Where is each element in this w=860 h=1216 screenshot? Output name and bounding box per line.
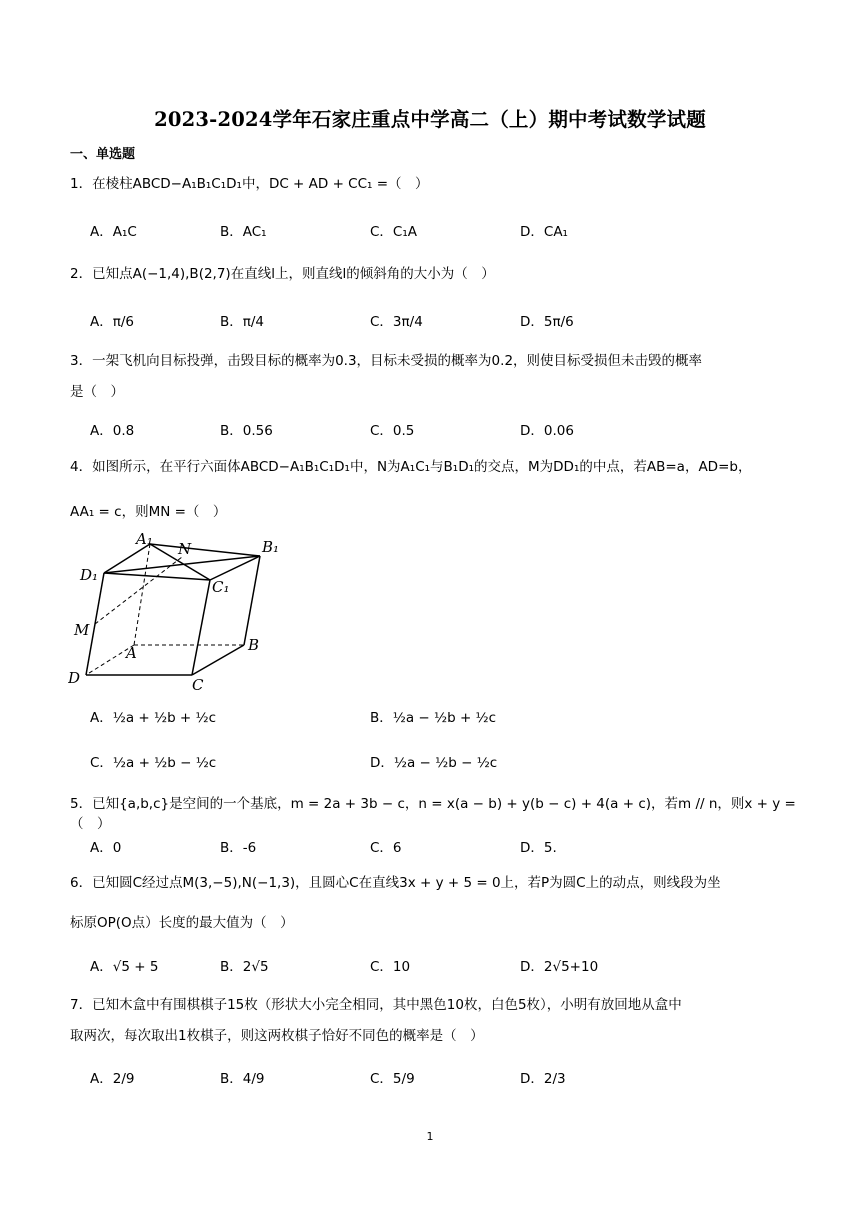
- label-b1: B₁: [262, 538, 280, 556]
- page-title: 2023-2024学年石家庄重点中学高二（上）期中考试数学试题: [154, 108, 706, 131]
- label-n: N: [178, 540, 192, 558]
- question-6-stem-cont: 标原OP(O点）长度的最大值为（ ）: [70, 915, 294, 931]
- label-d: D: [68, 669, 81, 687]
- q6-option-a[interactable]: A．√5 + 5: [90, 959, 159, 975]
- page-number: 1: [426, 1130, 434, 1143]
- question-4-stem-cont: AA₁ = c，则MN =（ ）: [70, 504, 227, 520]
- question-3-stem: 3．一架飞机向目标投弹，击毁目标的概率为0.3，目标未受损的概率为0.2，则使目标受损但未击毁的概率: [70, 353, 703, 369]
- q2-option-a[interactable]: A．π/6: [90, 314, 135, 330]
- q6-option-c[interactable]: C．10: [370, 959, 411, 975]
- q1-option-c[interactable]: C．C₁A: [370, 224, 417, 240]
- parallelepiped-figure: [68, 528, 288, 696]
- q3-option-d[interactable]: D．0.06: [520, 423, 574, 439]
- question-7-stem: 7．已知木盒中有围棋棋子15枚（形状大小完全相同，其中黑色10枚，白色5枚），小明有放回地从盒中: [70, 997, 682, 1013]
- question-2-stem: 2．已知点A(−1,4),B(2,7)在直线l上，则直线l的倾斜角的大小为（ ）: [70, 266, 495, 282]
- q4-option-c[interactable]: C．½a + ½b − ½c: [90, 755, 217, 771]
- q3-option-a[interactable]: A．0.8: [90, 423, 135, 439]
- section-heading: 一、单选题: [70, 147, 136, 162]
- q7-option-a[interactable]: A．2/9: [90, 1071, 135, 1087]
- q2-option-d[interactable]: D．5π/6: [520, 314, 574, 330]
- label-m: M: [74, 621, 90, 639]
- q4-option-d[interactable]: D．½a − ½b − ½c: [370, 755, 498, 771]
- q7-option-b[interactable]: B．4/9: [220, 1071, 265, 1087]
- question-4-stem: 4．如图所示，在平行六面体ABCD−A₁B₁C₁D₁中，N为A₁C₁与B₁D₁的交点，M为DD₁的中点，若AB=a，AD=b，: [70, 459, 752, 475]
- label-d1: D₁: [80, 566, 99, 584]
- label-b: B: [248, 636, 260, 654]
- q7-option-c[interactable]: C．5/9: [370, 1071, 415, 1087]
- question-1-stem: 1．在棱柱ABCD−A₁B₁C₁D₁中，DC + AD + CC₁ =（ ）: [70, 176, 429, 192]
- q5-option-c[interactable]: C．6: [370, 840, 402, 856]
- q7-option-d[interactable]: D．2/3: [520, 1071, 566, 1087]
- q3-option-b[interactable]: B．0.56: [220, 423, 273, 439]
- q3-option-c[interactable]: C．0.5: [370, 423, 415, 439]
- q6-option-d[interactable]: D．2√5+10: [520, 959, 599, 975]
- question-3-stem-cont: 是（ ）: [70, 384, 124, 400]
- q5-option-d[interactable]: D．5.: [520, 840, 557, 856]
- label-c: C: [192, 676, 204, 694]
- q2-option-b[interactable]: B．π/4: [220, 314, 265, 330]
- q4-option-a[interactable]: A．½a + ½b + ½c: [90, 710, 217, 726]
- q1-option-b[interactable]: B．AC₁: [220, 224, 267, 240]
- question-5-stem: 5．已知{a,b,c}是空间的一个基底，m = 2a + 3b − c，n = x(a − b) + y(b − c) + 4(a + c)，若m // n，则x + y =（ ）: [70, 796, 796, 832]
- q1-option-d[interactable]: D．CA₁: [520, 224, 568, 240]
- q6-option-b[interactable]: B．2√5: [220, 959, 269, 975]
- label-c1: C₁: [212, 578, 230, 596]
- label-a: A: [126, 644, 137, 662]
- q5-option-a[interactable]: A．0: [90, 840, 122, 856]
- q4-option-b[interactable]: B．½a − ½b + ½c: [370, 710, 497, 726]
- q1-option-a[interactable]: A．A₁C: [90, 224, 137, 240]
- q5-option-b[interactable]: B．-6: [220, 840, 257, 856]
- question-7-stem-cont: 取两次，每次取出1枚棋子，则这两枚棋子恰好不同色的概率是（ ）: [70, 1028, 484, 1044]
- label-a1: A₁: [136, 530, 153, 548]
- q2-option-c[interactable]: C．3π/4: [370, 314, 423, 330]
- question-6-stem: 6．已知圆C经过点M(3,−5),N(−1,3)，且圆心C在直线3x + y + 5 = 0上，若P为圆C上的动点，则线段为坐: [70, 875, 721, 891]
